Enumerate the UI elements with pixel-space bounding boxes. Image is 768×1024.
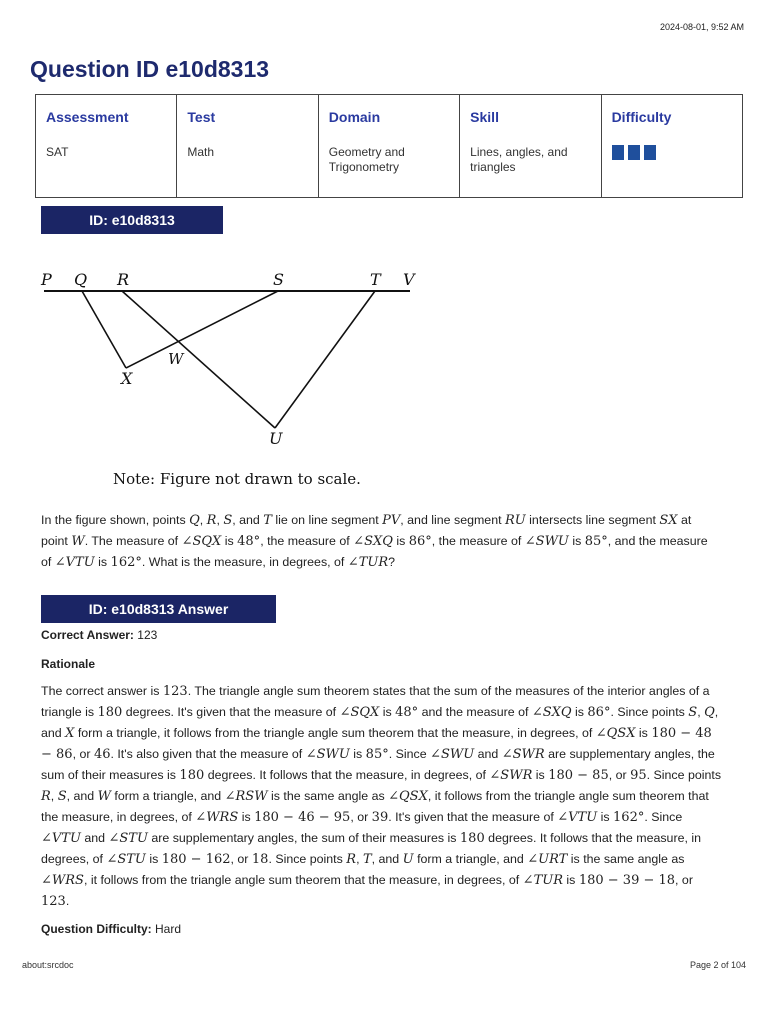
- meta-assessment-cell: [36, 95, 177, 198]
- footer-url: about:srcdoc: [22, 960, 74, 970]
- point-label-s: S: [273, 270, 284, 289]
- rationale-text: The correct answer is 123. The triangle angle sum theorem states that the sum of the measures of the interior angles of a triangle is 180 degrees. It's given that the measure of ∠SQX is 48° and the measure of ∠SXQ is 86°. Since points S, Q, and X form a triangle, it follows from the triangle angle sum theorem that the measure, in degrees, of ∠QSX is 180 − 48 − 86, or 46. It's also given that the measure of ∠SWU is 85°. Since ∠SWU and ∠SWR are supplementary angles, the sum of their measures is 180 degrees. It follows that the measure, in degrees, of ∠SWR is 180 − 85, or 95. Since points R, S, and W form a triangle, and ∠RSW is the same angle as ∠QSX, it follows from the triangle angle sum theorem that the measure, in degrees, of ∠WRS is 180 − 46 − 95, or 39. It's given that the measure of ∠VTU is 162°. Since ∠VTU and ∠STU are supplementary angles, the sum of their measures is 180 degrees. It follows that the measure, in degrees, of ∠STU is 180 − 162, or 18. Since points R, T, and U form a triangle, and ∠URT is the same angle as ∠WRS, it follows from the triangle angle sum theorem that the measure, in degrees, of ∠TUR is 180 − 39 − 18, or 123.: [41, 684, 722, 909]
- point-label-u: U: [269, 429, 283, 448]
- answer-id-banner: ID: e10d8313 Answer: [41, 595, 276, 623]
- figure-note: Note: Figure not drawn to scale.: [113, 470, 361, 488]
- difficulty-bar: [612, 145, 624, 160]
- point-label-x: X: [121, 369, 133, 388]
- correct-answer: [41, 628, 157, 642]
- meta-value-test: Math: [187, 145, 215, 159]
- point-label-t: T: [370, 270, 381, 289]
- meta-heading-skill: Skill: [470, 109, 499, 125]
- question-id-banner: ID: e10d8313: [41, 206, 223, 234]
- meta-test-cell: [177, 95, 318, 198]
- segment-xs: [126, 291, 278, 368]
- correct-answer-value: 123: [137, 628, 158, 642]
- page-title: Question ID e10d8313: [30, 56, 270, 82]
- difficulty-level-indicator: [612, 145, 732, 160]
- meta-heading-domain: Domain: [328, 109, 381, 125]
- question-difficulty-value: Hard: [155, 922, 182, 936]
- meta-heading-difficulty: Difficulty: [611, 109, 672, 125]
- rationale-title: Rationale: [41, 657, 96, 671]
- print-timestamp: 2024-08-01, 9:52 AM: [659, 22, 744, 32]
- meta-skill-cell: [460, 95, 601, 198]
- geometry-figure: [30, 258, 430, 493]
- question-stem: In the figure shown, points Q, R, S, and T lie on line segment PV, and line segment RU intersects line segment SX at point W. The measure of ∠SQX is 48°, the measure of ∠SXQ is 86°, the measure of ∠SWU is 85°, and the measure of ∠VTU is 162°. What is the measure, in degrees, of ∠TUR?: [41, 513, 708, 570]
- segment-qx: [82, 291, 126, 368]
- segment-ru: [122, 291, 275, 428]
- point-label-q: Q: [74, 270, 88, 289]
- question-metadata-table: [35, 94, 743, 198]
- point-label-w: W: [168, 350, 184, 368]
- meta-heading-test: Test: [187, 109, 216, 125]
- point-label-v: V: [403, 270, 415, 289]
- meta-value-domain: Geometry and Trigonometry: [328, 145, 405, 174]
- question-difficulty-label: Question Difficulty:: [41, 922, 152, 936]
- correct-answer-label: Correct Answer:: [41, 628, 134, 642]
- difficulty-bar: [644, 145, 656, 160]
- segment-tu: [275, 291, 375, 428]
- point-label-p: P: [41, 270, 52, 289]
- footer-page-number: Page 2 of 104: [689, 960, 746, 970]
- meta-heading-assessment: Assessment: [46, 109, 129, 125]
- point-label-r: R: [117, 270, 130, 289]
- difficulty-bar: [628, 145, 640, 160]
- meta-value-skill: Lines, angles, and triangles: [470, 145, 568, 174]
- meta-difficulty-cell: [601, 95, 742, 198]
- question-difficulty: [41, 922, 181, 936]
- meta-value-assessment: SAT: [46, 145, 69, 159]
- meta-domain-cell: [318, 95, 459, 198]
